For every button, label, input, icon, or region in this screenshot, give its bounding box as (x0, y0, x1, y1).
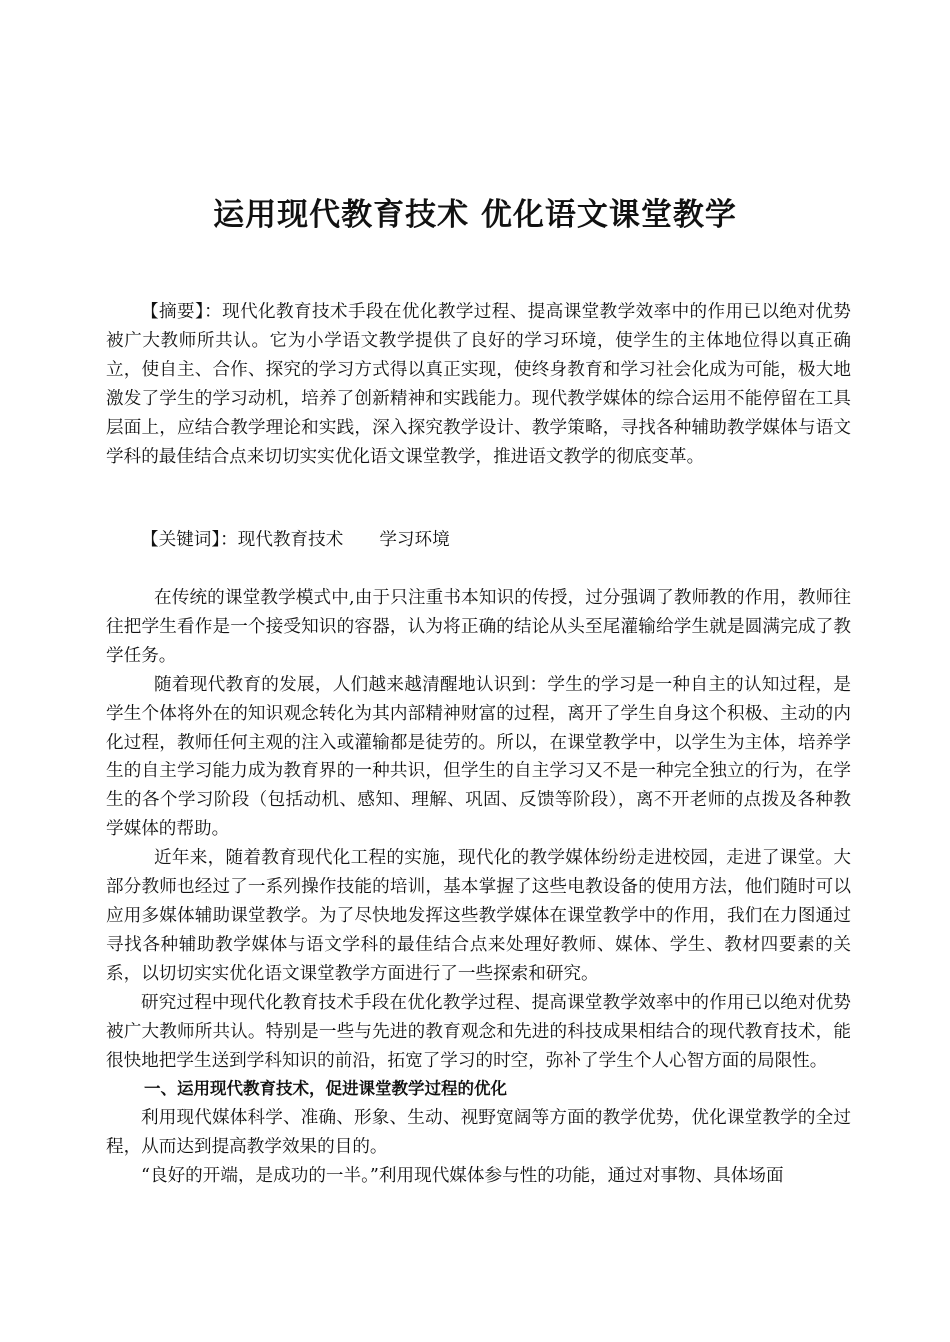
section-paragraph: 利用现代媒体科学、准确、形象、生动、视野宽阔等方面的教学优势，优化课堂教学的全过程，从而达到提高教学效果的目的。 (106, 1108, 851, 1158)
section-paragraph: “良好的开端，是成功的一半。”利用现代媒体参与性的功能，通过对事物、具体场面 (141, 1166, 784, 1187)
keyword-item: 学习环境 (379, 530, 450, 550)
keywords-label: 【关键词】：现代教育技术 (141, 530, 344, 550)
section-heading: 一、运用现代教育技术，促进课堂教学过程的优化 (144, 1079, 507, 1099)
body-text (106, 584, 851, 1191)
body-paragraph: 在传统的课堂教学模式中,由于只注重书本知识的传授，过分强调了教师教的作用，教师往往把学生看作是一个接受知识的容器，认为将正确的结论从头至尾灌输给学生就是圆满完成了教学任务。 (106, 588, 851, 666)
body-paragraph: 研究过程中现代化教育技术手段在优化教学过程、提高课堂教学效率中的作用已以绝对优势被广大教师所共认。特别是一些与先进的教育观念和先进的科技成果相结合的现代教育技术，能很快地把学生送到学科知识的前沿，拓宽了学习的时空，弥补了学生个人心智方面的局限性。 (106, 992, 851, 1071)
abstract-paragraph: 【摘要】：现代化教育技术手段在优化教学过程、提高课堂教学效率中的作用已以绝对优势被广大教师所共认。它为小学语文教学提供了良好的学习环境，使学生的主体地位得以真正确立，使自主、合作、探究的学习方式得以真正实现，使终身教育和学习社会化成为可能，极大地激发了学生的学习动机，培养了创新精神和实践能力。现代教学媒体的综合运用不能停留在工具层面上，应结合教学理论和实践，深入探究教学设计、教学策略，寻找各种辅助教学媒体与语文学科的最佳结合点来切切实实优化语文课堂教学，推进语文教学的彻底变革。 (106, 302, 851, 467)
document-title: 运用现代教育技术 优化语文课堂教学 (213, 197, 737, 233)
body-paragraph: 近年来，随着教育现代化工程的实施，现代化的教学媒体纷纷走进校园，走进了课堂。大部分教师也经过了一系列操作技能的培训，基本掌握了这些电教设备的使用方法，他们随时可以应用多媒体辅助课堂教学。为了尽快地发挥这些教学媒体在课堂教学中的作用，我们在力图通过寻找各种辅助教学媒体与语文学科的最佳结合点来处理好教师、媒体、学生、教材四要素的关系，以切切实实优化语文课堂教学方面进行了一些探索和研究。 (106, 848, 851, 984)
body-paragraph: 随着现代教育的发展，人们越来越清醒地认识到：学生的学习是一种自主的认知过程，是学生个体将外在的知识观念转化为其内部精神财富的过程，离开了学生自身这个积极、主动的内化过程，教师任何主观的注入或灌输都是徒劳的。所以，在课堂教学中，以学生为主体，培养学生的自主学习能力成为教育界的一种共识，但学生的自主学习又不是一种完全独立的行为，在学生的各个学习阶段（包括动机、感知、理解、巩固、反馈等阶段），离不开老师的点拨及各种教学媒体的帮助。 (106, 674, 851, 840)
keywords-line (106, 526, 851, 555)
